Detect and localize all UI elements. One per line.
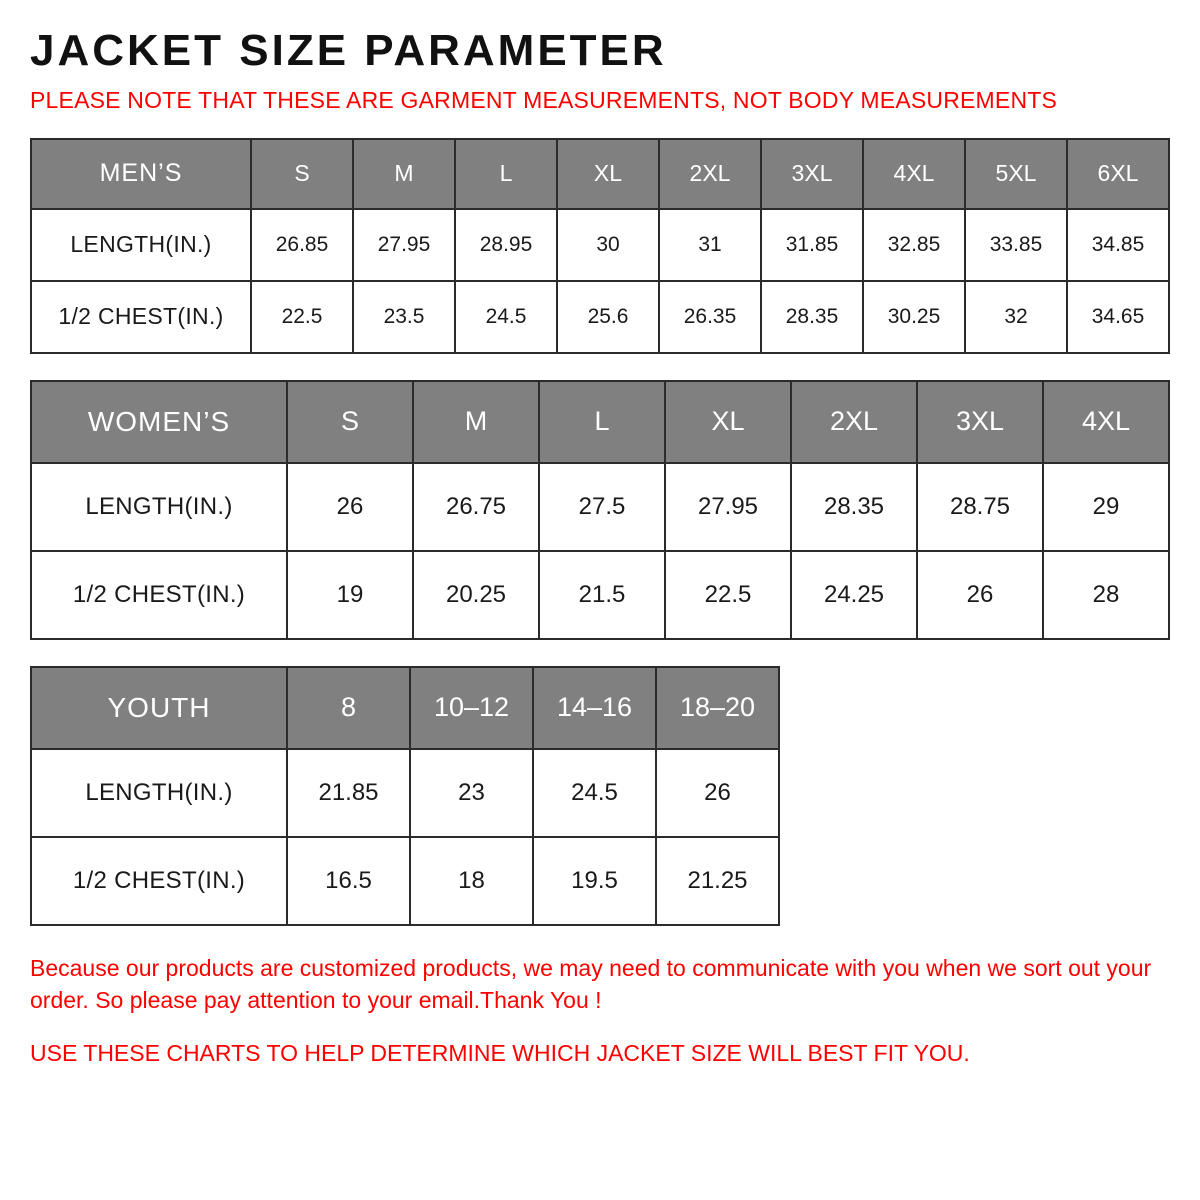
mens-size-table [30, 138, 1170, 354]
table-cell: 24.5 [455, 281, 557, 353]
womens-size-header: XL [665, 381, 791, 463]
mens-size-header: 2XL [659, 139, 761, 209]
mens-size-header: XL [557, 139, 659, 209]
row-label: LENGTH(IN.) [31, 749, 287, 837]
row-label: 1/2 CHEST(IN.) [31, 837, 287, 925]
table-cell: 19.5 [533, 837, 656, 925]
table-cell: 26.85 [251, 209, 353, 281]
mens-size-header: M [353, 139, 455, 209]
table-cell: 27.95 [353, 209, 455, 281]
table-cell: 34.85 [1067, 209, 1169, 281]
table-cell: 24.25 [791, 551, 917, 639]
table-cell: 34.65 [1067, 281, 1169, 353]
row-label: LENGTH(IN.) [31, 209, 251, 281]
youth-size-header: 10–12 [410, 667, 533, 749]
page-title: JACKET SIZE PARAMETER [30, 26, 667, 75]
womens-size-header: M [413, 381, 539, 463]
womens-size-header: 4XL [1043, 381, 1169, 463]
table-cell: 23.5 [353, 281, 455, 353]
table-cell: 22.5 [665, 551, 791, 639]
table-cell: 28.35 [761, 281, 863, 353]
table-cell: 26.75 [413, 463, 539, 551]
mens-category-label: MEN’S [31, 139, 251, 209]
row-label: 1/2 CHEST(IN.) [31, 551, 287, 639]
row-label: 1/2 CHEST(IN.) [31, 281, 251, 353]
table-cell: 28.35 [791, 463, 917, 551]
table-cell: 33.85 [965, 209, 1067, 281]
womens-size-table [30, 380, 1170, 640]
youth-size-header: 8 [287, 667, 410, 749]
footer-note-customization: Because our products are customized products, we may need to communicate with you when we sort out your order. So please pay attention to your email.Thank You ! [30, 954, 1152, 1014]
table-cell: 19 [287, 551, 413, 639]
table-cell: 25.6 [557, 281, 659, 353]
table-cell: 32 [965, 281, 1067, 353]
table-cell: 30 [557, 209, 659, 281]
womens-size-header: S [287, 381, 413, 463]
youth-size-header: 14–16 [533, 667, 656, 749]
table-header-row [31, 381, 1169, 463]
table-row [31, 837, 779, 925]
table-header-row [31, 667, 779, 749]
mens-size-header: S [251, 139, 353, 209]
table-cell: 26 [287, 463, 413, 551]
womens-size-header: L [539, 381, 665, 463]
youth-size-table [30, 666, 780, 926]
mens-size-header: 4XL [863, 139, 965, 209]
table-row [31, 551, 1169, 639]
table-row [31, 749, 779, 837]
mens-size-header: L [455, 139, 557, 209]
mens-size-header: 6XL [1067, 139, 1169, 209]
table-cell: 28 [1043, 551, 1169, 639]
table-cell: 26 [656, 749, 779, 837]
table-cell: 32.85 [863, 209, 965, 281]
footer-notes [30, 952, 1170, 1070]
womens-size-header: 3XL [917, 381, 1043, 463]
table-cell: 18 [410, 837, 533, 925]
table-row [31, 463, 1169, 551]
table-cell: 22.5 [251, 281, 353, 353]
table-cell: 26.35 [659, 281, 761, 353]
table-cell: 20.25 [413, 551, 539, 639]
table-cell: 28.75 [917, 463, 1043, 551]
table-row [31, 209, 1169, 281]
footer-note-usage: USE THESE CHARTS TO HELP DETERMINE WHICH JACKET SIZE WILL BEST FIT YOU. [30, 1039, 970, 1066]
womens-category-label: WOMEN’S [31, 381, 287, 463]
table-header-row [31, 139, 1169, 209]
womens-size-header: 2XL [791, 381, 917, 463]
table-cell: 28.95 [455, 209, 557, 281]
table-cell: 23 [410, 749, 533, 837]
table-cell: 24.5 [533, 749, 656, 837]
table-cell: 27.5 [539, 463, 665, 551]
mens-size-header: 3XL [761, 139, 863, 209]
row-label: LENGTH(IN.) [31, 463, 287, 551]
table-cell: 30.25 [863, 281, 965, 353]
youth-category-label: YOUTH [31, 667, 287, 749]
table-cell: 21.5 [539, 551, 665, 639]
table-cell: 29 [1043, 463, 1169, 551]
measurement-note: PLEASE NOTE THAT THESE ARE GARMENT MEASUREMENTS, NOT BODY MEASUREMENTS [30, 87, 1058, 114]
table-cell: 31 [659, 209, 761, 281]
table-row [31, 281, 1169, 353]
table-cell: 27.95 [665, 463, 791, 551]
mens-size-header: 5XL [965, 139, 1067, 209]
youth-size-header: 18–20 [656, 667, 779, 749]
table-cell: 21.85 [287, 749, 410, 837]
table-cell: 21.25 [656, 837, 779, 925]
table-cell: 16.5 [287, 837, 410, 925]
table-cell: 26 [917, 551, 1043, 639]
table-cell: 31.85 [761, 209, 863, 281]
